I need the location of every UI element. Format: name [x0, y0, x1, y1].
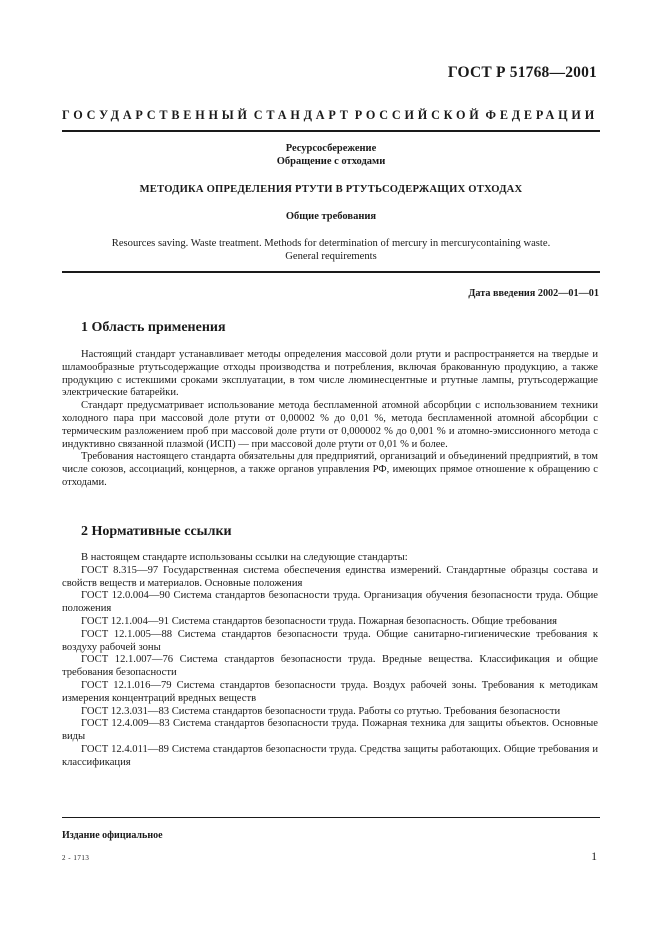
print-code: 2 - 1713 — [62, 854, 90, 862]
english-title-line-1: Resources saving. Waste treatment. Methods for determination of mercury in mercurycontaining waste. — [111, 238, 551, 249]
reference-item: ГОСТ 12.1.005—88 Система стандартов безопасности труда. Общие санитарно-гигиенические требования к воздуху рабочей зоны — [62, 628, 598, 653]
reference-item: ГОСТ 12.4.009—83 Система стандартов безопасности труда. Пожарная техника для защиты объектов. Основные виды — [62, 718, 598, 743]
title-divider — [62, 271, 600, 273]
introduction-date: Дата введения 2002—01—01 — [468, 288, 599, 299]
state-standard-header — [62, 108, 598, 123]
section-1-body — [62, 349, 598, 490]
edition-label: Издание официальное — [62, 830, 163, 841]
paragraph: В настоящем стандарте использованы ссылки на следующие стандарты: — [81, 552, 408, 563]
reference-item: ГОСТ 12.1.004—91 Система стандартов безопасности труда. Пожарная безопасность. Общие требования — [81, 615, 557, 627]
paragraph: Стандарт предусматривает использование метода беспламенной атомной абсорбции с использованием техники холодного пара при массовой доле ртути от 0,00002 % до 0,01 %, метода беспламенной атомной абсорбции с термическим разложением проб при массовой доле ртути от 0,000002 % до 0,001 % и атомно-эмиссионного метода с индуктивно связанной плазмой (ИСП) — при массовой доле ртути от 0,01 % и более. — [62, 400, 598, 450]
reference-item: ГОСТ 12.1.007—76 Система стандартов безопасности труда. Вредные вещества. Классификация и общие требования безопасности — [62, 654, 598, 679]
reference-item: ГОСТ 12.3.031—83 Система стандартов безопасности труда. Работы со ртутью. Требования безопасности — [81, 705, 561, 717]
reference-item: ГОСТ 8.315—97 Государственная система обеспечения единства измерений. Стандартные образцы состава и свойств веществ и материалов. Основные положения — [62, 564, 598, 589]
section-2-heading: 2 Нормативные ссылки — [81, 524, 232, 539]
section-1-heading: 1 Область применения — [81, 320, 226, 335]
english-title-line-2: General requirements — [285, 251, 377, 262]
header-divider — [62, 130, 600, 132]
footer-divider — [62, 817, 600, 818]
document-code: ГОСТ Р 51768—2001 — [447, 64, 597, 81]
state-standard-word: ФЕДЕРАЦИИ — [485, 108, 598, 122]
title-line-2: Обращение с отходами — [276, 156, 386, 167]
title-line-1: Ресурсосбережение — [285, 143, 377, 154]
paragraph: Настоящий стандарт устанавливает методы определения массовой доли ртути и распространяется на твердые и шламообразные ртутьсодержащие отходы производства и потребления, включая бракованную продукцию, а также продукцию с истекшими сроками эксплуатации, в том числе люминесцентные и ртутные лампы, ртутьсодержащие электрические батарейки. — [62, 349, 598, 399]
state-standard-word: ГОСУДАРСТВЕННЫЙ — [62, 108, 251, 122]
main-title: МЕТОДИКА ОПРЕДЕЛЕНИЯ РТУТИ В РТУТЬСОДЕРЖАЩИХ ОТХОДАХ — [139, 184, 523, 195]
subtitle: Общие требования — [285, 211, 377, 222]
reference-item: ГОСТ 12.1.016—79 Система стандартов безопасности труда. Воздух рабочей зоны. Требования к методикам измерения концентраций вредных веществ — [62, 679, 598, 704]
reference-item: ГОСТ 12.4.011—89 Система стандартов безопасности труда. Средства защиты работающих. Общие требования и классификация — [62, 743, 598, 768]
state-standard-word: СТАНДАРТ — [253, 108, 352, 122]
page-number: 1 — [591, 851, 597, 863]
section-2-body — [62, 552, 598, 770]
paragraph: Требования настоящего стандарта обязательны для предприятий, организаций и объединений предприятий, в том числе союзов, ассоциаций, концернов, а также органов управления РФ, имеющих прямое отношение к обращению с отходами. — [62, 451, 598, 488]
reference-item: ГОСТ 12.0.004—90 Система стандартов безопасности труда. Организация обучения безопасности труда. Общие положения — [62, 590, 598, 615]
state-standard-word: РОССИЙСКОЙ — [354, 108, 483, 122]
